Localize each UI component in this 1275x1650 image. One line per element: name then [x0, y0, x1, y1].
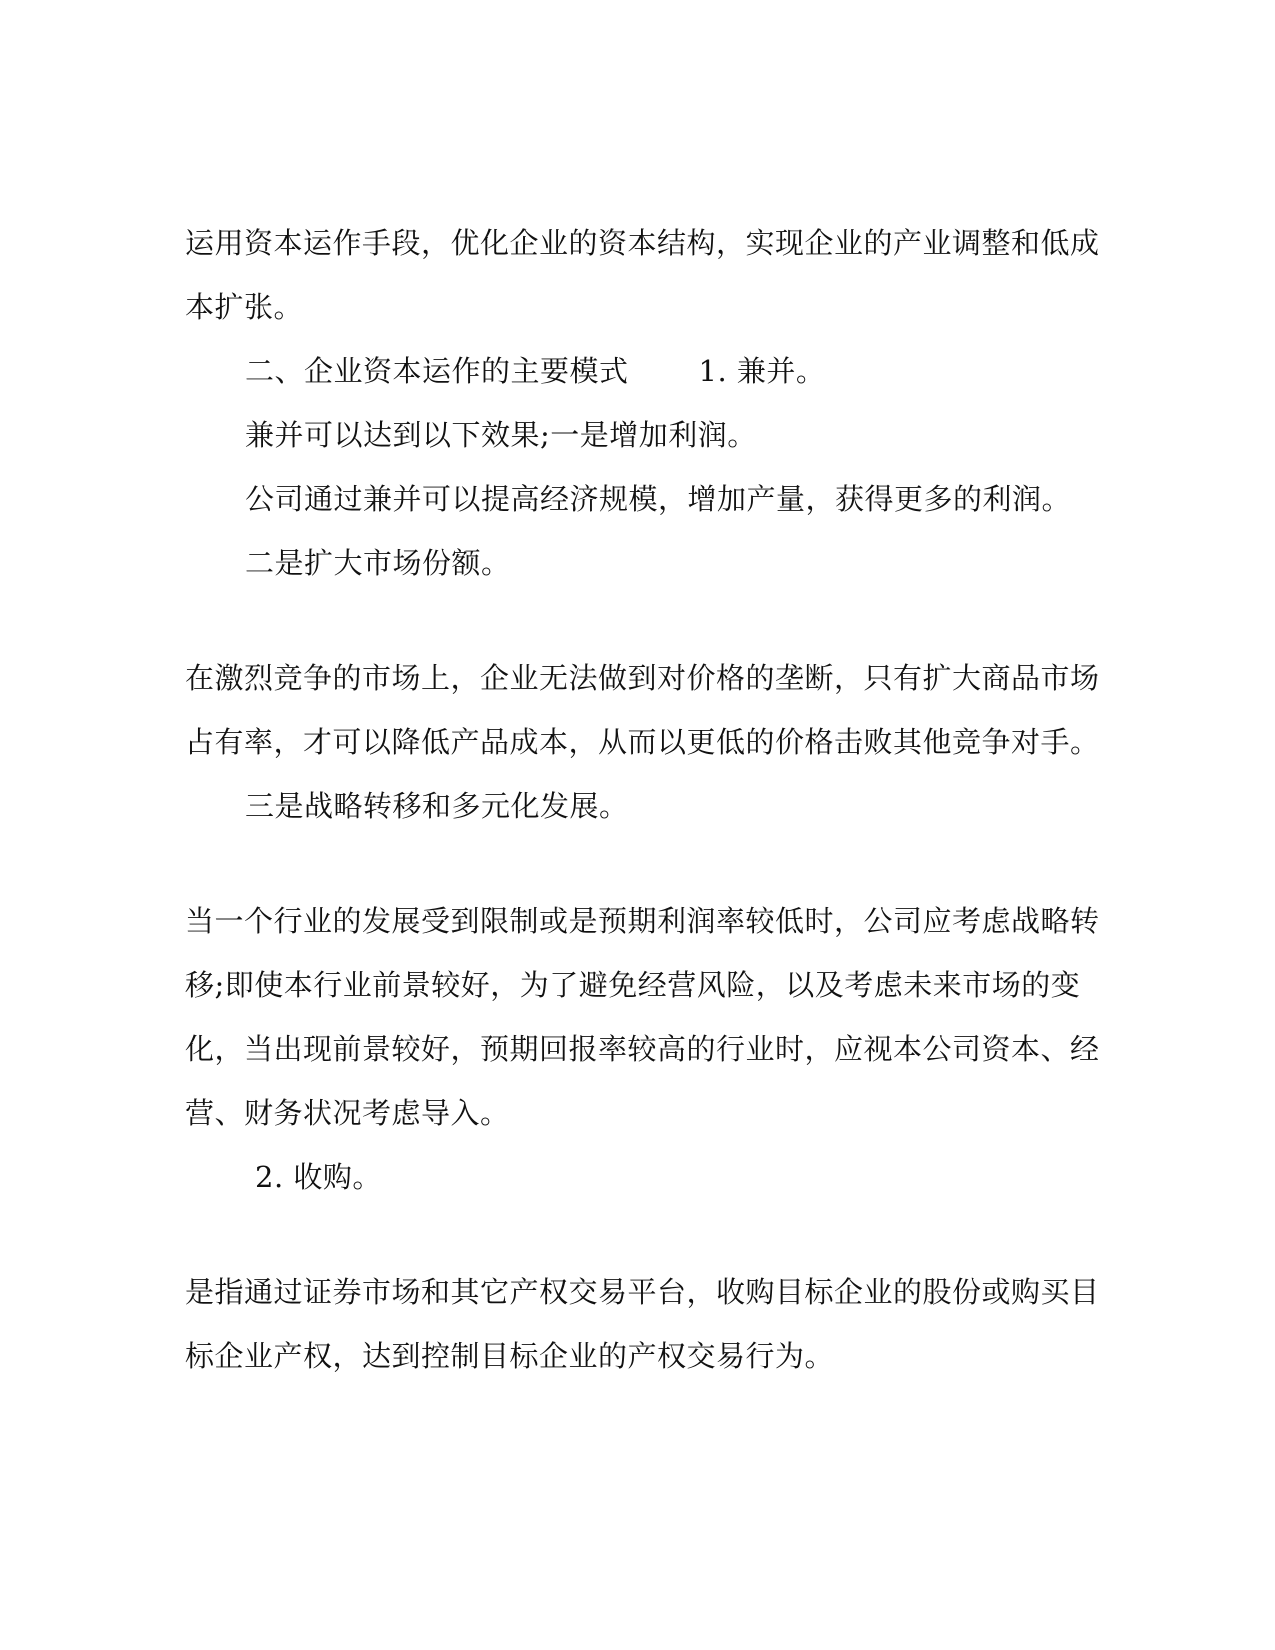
subsection-heading: 2. 收购。 [255, 1160, 382, 1194]
paragraph-line: 移;即使本行业前景较好，为了避免经营风险，以及考虑未来市场的变 [185, 968, 1081, 1002]
paragraph-line: 三是战略转移和多元化发展。 [245, 789, 629, 823]
paragraph-line: 二是扩大市场份额。 [245, 546, 511, 580]
paragraph-line: 公司通过兼并可以提高经济规模，增加产量，获得更多的利润。 [245, 482, 1072, 516]
paragraph-line: 运用资本运作手段，优化企业的资本结构，实现企业的产业调整和低成 [185, 226, 1100, 260]
paragraph-line: 占有率，才可以降低产品成本，从而以更低的价格击败其他竞争对手。 [185, 725, 1100, 759]
subsection-heading: 1. 兼并。 [698, 354, 826, 388]
section-heading: 二、企业资本运作的主要模式 [245, 354, 629, 388]
paragraph-line: 本扩张。 [185, 290, 304, 324]
paragraph-line: 兼并可以达到以下效果;一是增加利润。 [245, 418, 757, 452]
section-heading-line [245, 353, 1150, 389]
paragraph-line: 是指通过证券市场和其它产权交易平台，收购目标企业的股份或购买目 [185, 1275, 1100, 1309]
paragraph-line: 当一个行业的发展受到限制或是预期利润率较低时，公司应考虑战略转 [185, 904, 1100, 938]
paragraph-line: 化，当出现前景较好，预期回报率较高的行业时，应视本公司资本、经 [185, 1032, 1100, 1066]
paragraph-line: 标企业产权，达到控制目标企业的产权交易行为。 [185, 1339, 835, 1373]
paragraph-line: 在激烈竞争的市场上，企业无法做到对价格的垄断，只有扩大商品市场 [185, 661, 1100, 695]
paragraph-line: 营、财务状况考虑导入。 [185, 1096, 510, 1130]
